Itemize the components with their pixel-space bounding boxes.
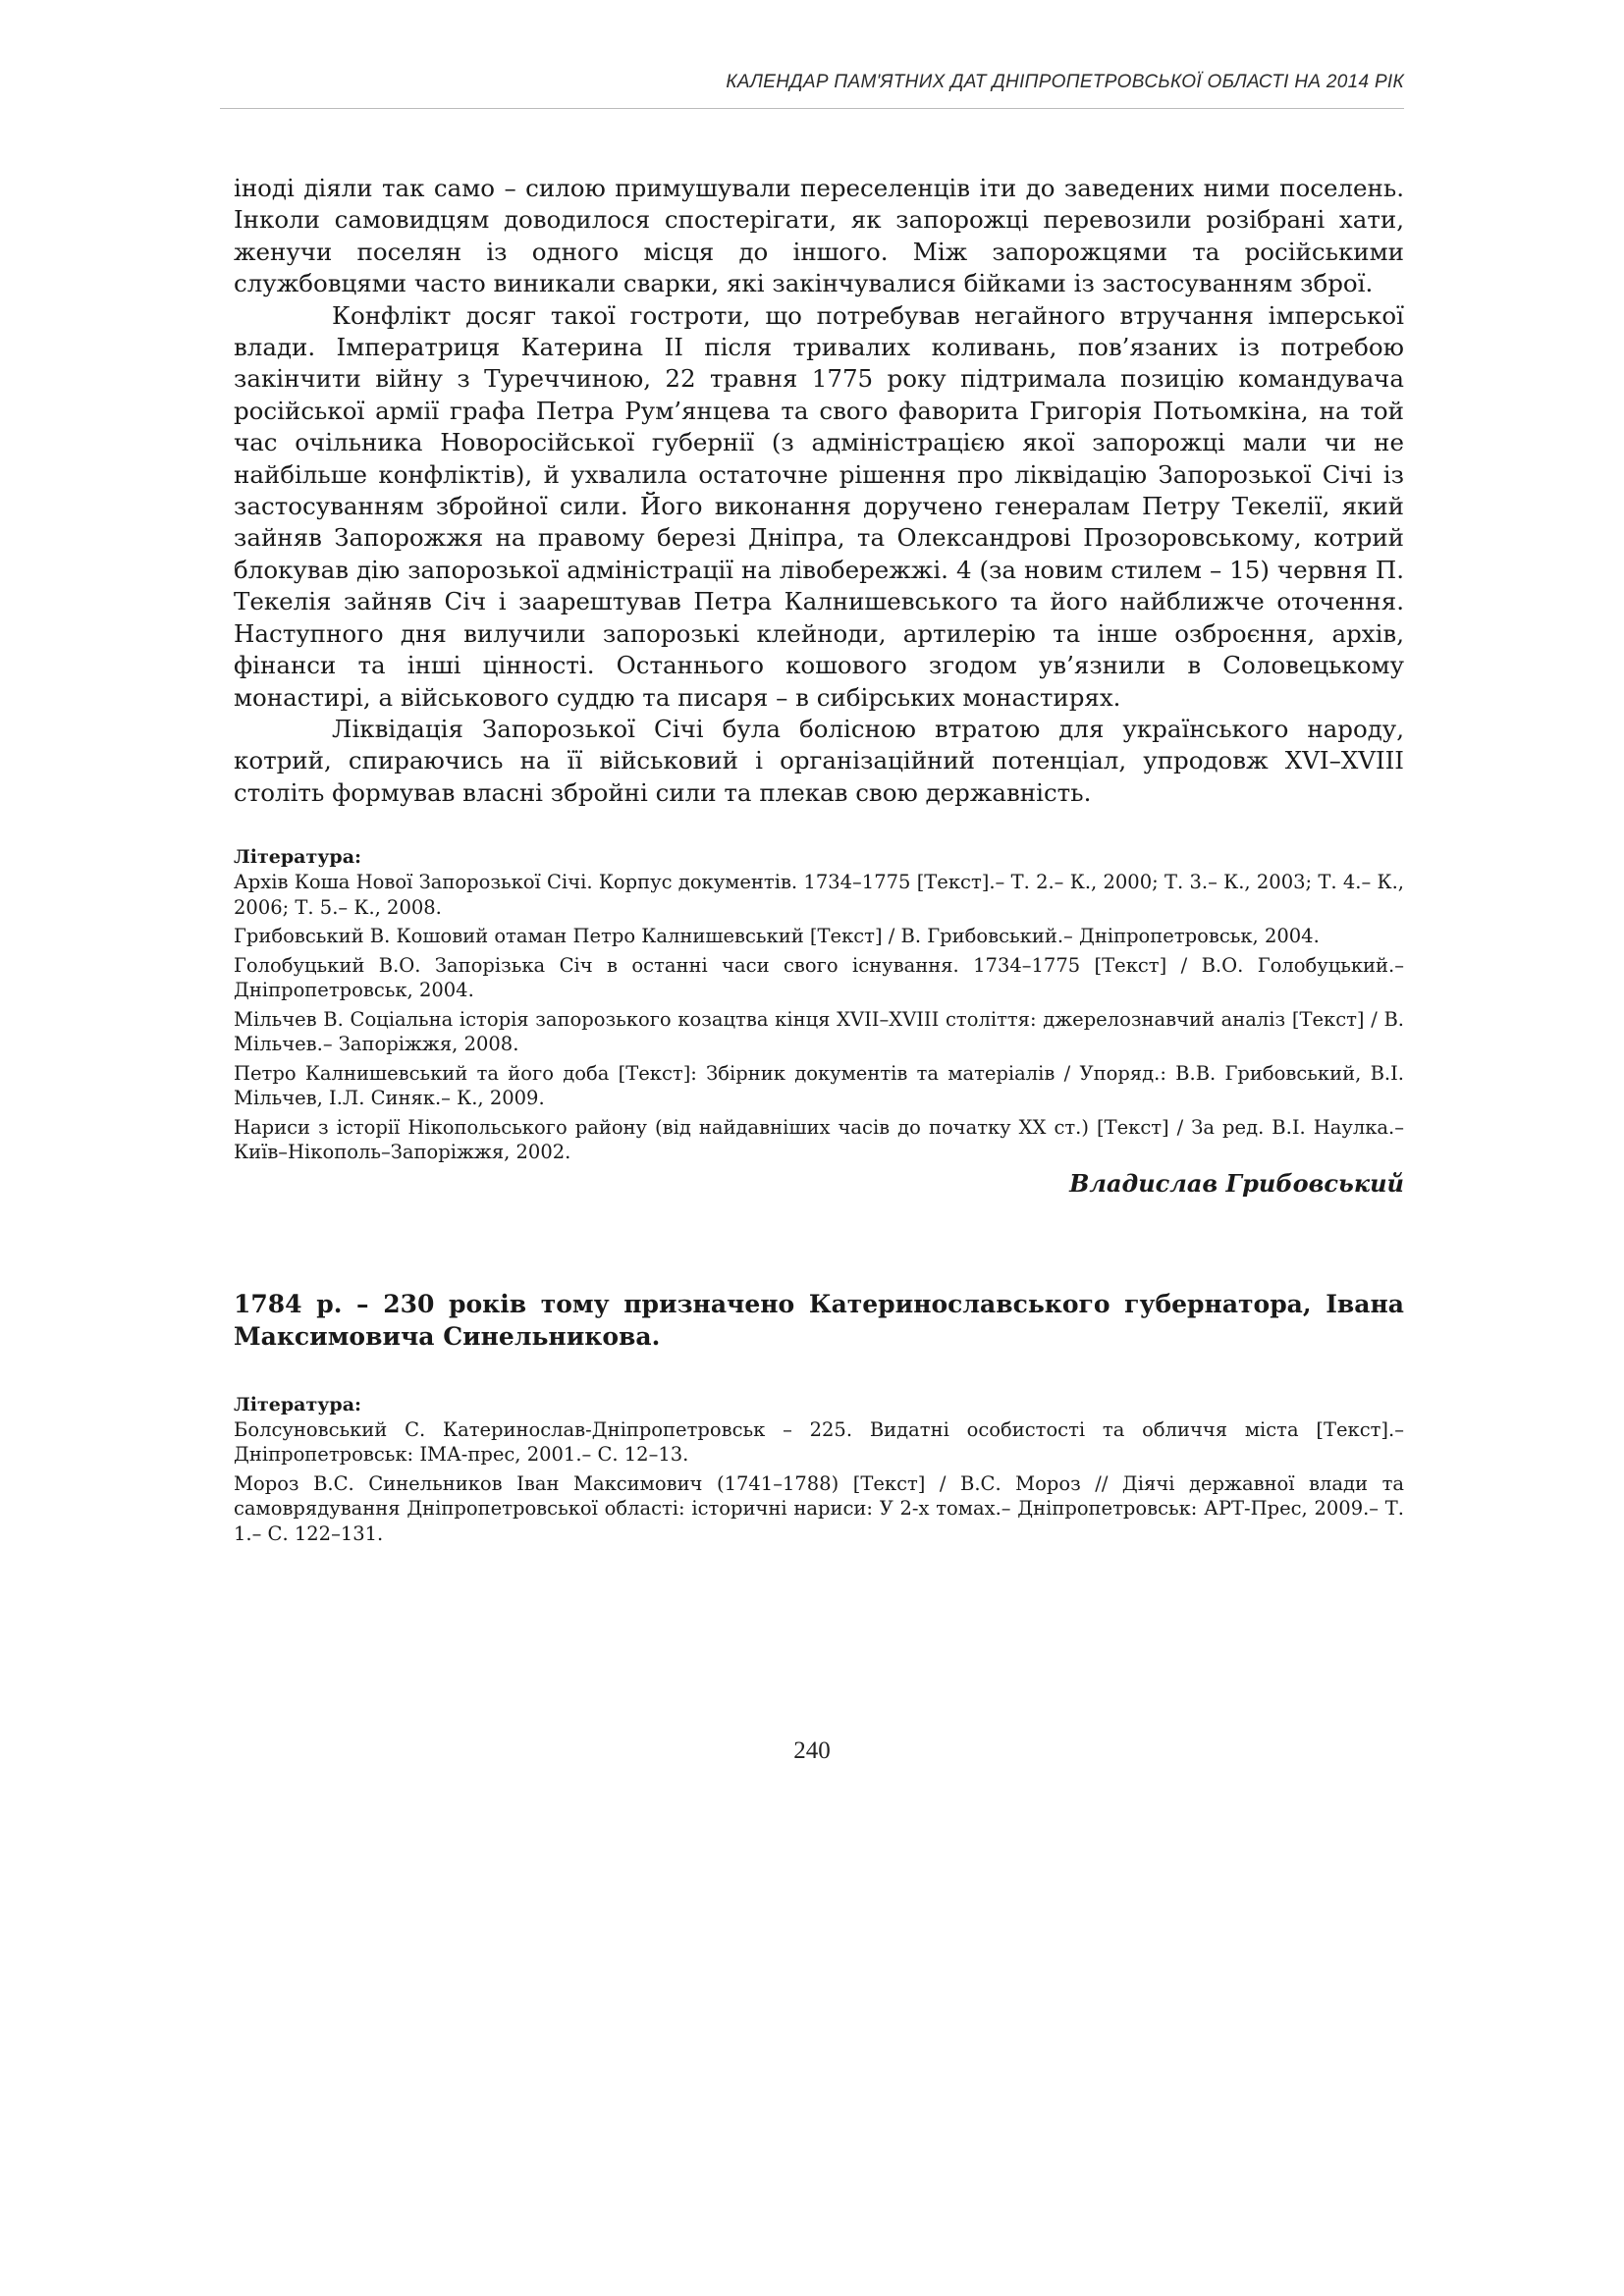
event-entry	[234, 1288, 1404, 1547]
article-body	[234, 173, 1404, 809]
literature-heading: Література:	[234, 846, 362, 869]
literature-item: Голобуцький В.О. Запорізька Січ в останні часи свого існування. 1734–1775 [Текст] / В.О. Голобуцький.– Дніпропетровськ, 2004.	[234, 953, 1404, 1002]
paragraph-2: Конфлікт досяг такої гостроти, що потребував негайного втручання імперської влади. Імператриця Катерина ІІ після тривалих коливань, пов’язаних із потребою закінчити війну з Туреччиною, 22 травня 1775 року підтримала позицію командувача російської армії графа Петра Рум’янцева та свого фаворита Григорія Потьомкіна, на той час очільника Новоросійської губернії (з адміністрацією якої запорожці мали чи не найбільше конфліктів), й ухвалила остаточне рішення про ліквідацію Запорозької Січі із застосуванням збройної сили. Його виконання доручено генералам Петру Текелії, який зайняв Запорожжя на правому березі Дніпра, та Олександрові Прозоровському, котрий блокував дію запорозької адміністрації на лівобережжі. 4 (за новим стилем – 15) червня П. Текелія зайняв Січ і заарештував Петра Калнишевського та його найближче оточення. Наступного дня вилучили запорозькі клейноди, артилерію та інше озброєння, архів, фінанси та інші цінності. Останнього кошового згодом ув’язнили в Соловецькому монастирі, а військового суддю та писаря – в сибірських монастирях.	[234, 300, 1404, 712]
literature-item: Грибовський В. Кошовий отаман Петро Калнишевський [Текст] / В. Грибовський.– Дніпропетровськ, 2004.	[234, 925, 1320, 948]
literature-item: Петро Калнишевський та його доба [Текст]: Збірник документів та матеріалів / Упоряд.: В.В. Грибовський, В.І. Мільчев, І.Л. Синяк.– К., 2009.	[234, 1061, 1404, 1110]
article-literature	[234, 844, 1404, 1198]
paragraph-1: іноді діяли так само – силою примушували переселенців іти до заведених ними поселень. Інколи самовидцям доводилося спостерігати, як запорожці перевозили розібрані хати, женучи поселян із одного місця до іншого. Між запорожцями та російськими службовцями часто виникали сварки, які закінчувалися бійками із застосуванням зброї.	[234, 174, 1404, 298]
header-divider	[220, 108, 1404, 109]
literature-item: Мільчев В. Соціальна історія запорозького козацтва кінця XVII–XVIII століття: джерелознавчий аналіз [Текст] / В. Мільчев.– Запоріжжя, 2008.	[234, 1007, 1404, 1056]
literature-list	[234, 1417, 1404, 1547]
literature-item: Болсуновський С. Катеринослав-Дніпропетровськ – 225. Видатні особистості та обличчя міста [Текст].– Дніпропетровськ: ІМА-прес, 2001.– С. 12–13.	[234, 1417, 1404, 1467]
literature-item: Нариси з історії Нікопольського району (від найдавніших часів до початку ХХ ст.) [Текст] / За ред. В.І. Наулка.– Київ–Нікополь–Запоріжжя, 2002.	[234, 1115, 1404, 1164]
literature-heading: Література:	[234, 1393, 362, 1415]
page-content	[234, 173, 1404, 1550]
paragraph-3: Ліквідація Запорозької Січі була болісною втратою для українського народу, котрий, спираючись на її військовий і організаційний потенціал, упродовж XVI–XVIII століть формував власні збройні сили та плекав свою державність.	[234, 714, 1404, 807]
event-literature	[234, 1392, 1404, 1547]
running-header: КАЛЕНДАР ПАМ'ЯТНИХ ДАТ ДНІПРОПЕТРОВСЬКОЇ ОБЛАСТІ НА 2014 РІК	[726, 72, 1404, 92]
page-number: 240	[793, 1737, 831, 1764]
event-title: 1784 р. – 230 років тому призначено Катеринославського губернатора, Івана Максимовича Синельникова.	[234, 1289, 1404, 1351]
literature-item: Архів Коша Нової Запорозької Січі. Корпус документів. 1734–1775 [Текст].– Т. 2.– К., 2000; Т. 3.– К., 2003; Т. 4.– К., 2006; Т. 5.– К., 2008.	[234, 871, 1404, 919]
literature-item: Мороз В.С. Синельников Іван Максимович (1741–1788) [Текст] / В.С. Мороз // Діячі державної влади та самоврядування Дніпропетровської області: історичні нариси: У 2-х томах.– Дніпропетровськ: АРТ-Прес, 2009.– Т. 1.– С. 122–131.	[234, 1471, 1404, 1545]
article-author: Владислав Грибовський	[1069, 1168, 1404, 1198]
literature-list	[234, 870, 1404, 1165]
